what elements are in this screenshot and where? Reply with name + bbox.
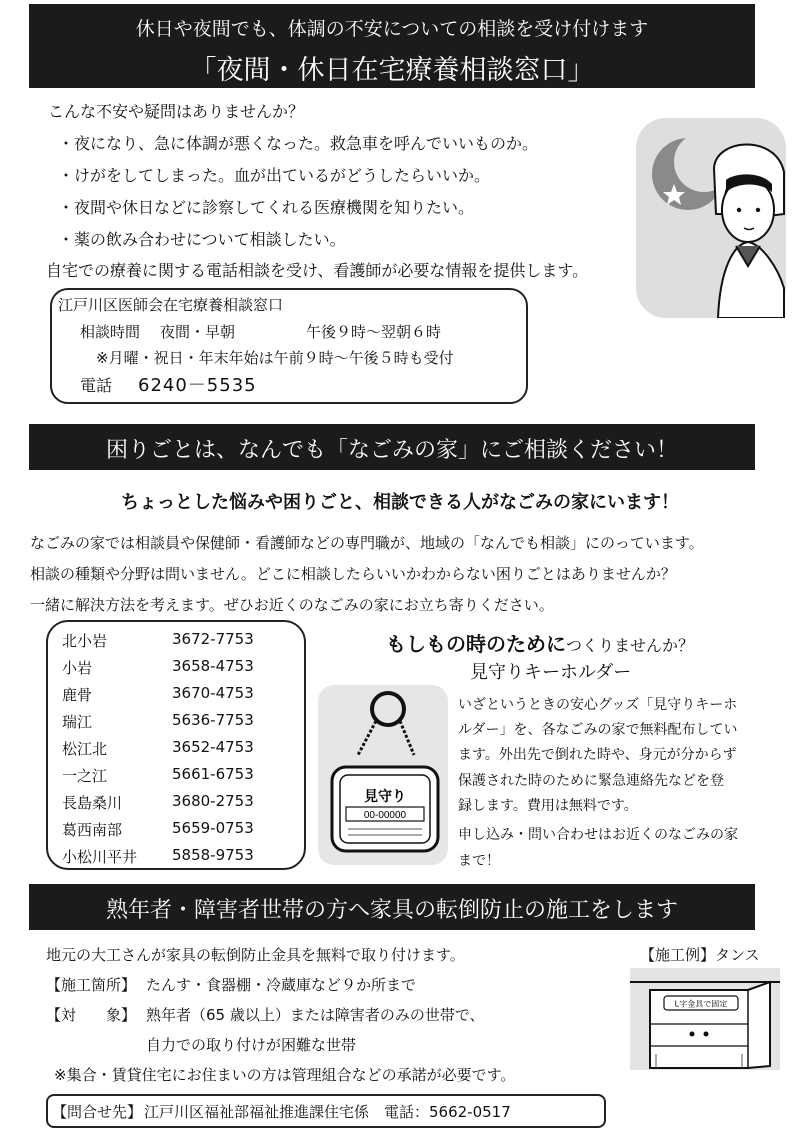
keyholder-tag-top: 見守り: [364, 788, 406, 804]
consultation-hours-type: 夜間・早朝: [160, 323, 236, 341]
section1-summary: 自宅での療養に関する電話相談を受け、看護師が必要な情報を提供します。: [46, 261, 589, 280]
keyholder-tag-number: 00-00000: [363, 810, 407, 821]
section1-banner: [29, 4, 755, 88]
office-tel: 5659-0753: [172, 819, 254, 837]
section2-paragraph-line: なごみの家では相談員や保健師・看護師などの専門職が、地域の「なんでも相談」にのっています。: [30, 534, 704, 552]
consultation-tel-number: 6240－5535: [138, 375, 257, 396]
keyholder-body-line: 申し込み・問い合わせはお近くのなごみの家: [458, 827, 738, 843]
keyholder-body-line: いざというときの安心グッズ「見守りキーホ: [458, 697, 738, 713]
office-name: 松江北: [62, 740, 108, 758]
section3-target-text: 熟年者（65 歳以上）または障害者のみの世帯で、: [146, 1006, 485, 1024]
keyholder-illustration: [318, 685, 448, 865]
office-name: 葛西南部: [62, 821, 123, 839]
section3-line1: 地元の大工さんが家具の転倒防止金具を無料で取り付けます。: [46, 946, 465, 964]
office-tel: 5858-9753: [172, 846, 254, 864]
section1-bullet: ・夜になり、急に体調が悪くなった。救急車を呼んでいいものか。: [58, 134, 539, 153]
section2-paragraph-line: 一緒に解決方法を考えます。ぜひお近くのなごみの家にお立ち寄りください。: [30, 596, 554, 614]
consultation-tel-label: 電話: [80, 376, 113, 395]
construction-example-label: 【施工例】タンス: [640, 946, 760, 964]
consultation-office-name: 江戸川区医師会在宅療養相談窓口: [58, 296, 284, 314]
section1-banner-subtitle: 休日や夜間でも、体調の不安についての相談を受け付けます: [135, 18, 649, 40]
section3-note: ※集合・賃貸住宅にお住まいの方は管理組合などの承諾が必要です。: [54, 1066, 516, 1084]
office-tel: 3680-2753: [172, 792, 254, 810]
contact-text: 江戸川区福祉部福祉推進課住宅係 電話：5662-0517: [144, 1103, 511, 1121]
section1-banner-title: 「夜間・休日在宅療養相談窓口」: [189, 55, 595, 86]
office-tel: 3652-4753: [172, 738, 254, 756]
section3-banner: [29, 884, 755, 930]
contact-box: [46, 1094, 606, 1128]
section3-target-text: 自力での取り付けが困難な世帯: [146, 1036, 357, 1054]
bracket-label: L字金具で固定: [674, 999, 728, 1009]
office-tel: 5661-6753: [172, 765, 254, 783]
consultation-hours-label: 相談時間: [80, 323, 141, 341]
keyholder-subheading: 見守りキーホルダー: [470, 662, 632, 683]
consultation-info-box: [50, 288, 528, 404]
office-name: 小松川平井: [62, 848, 138, 866]
section3-place-text: たんす・食器棚・冷蔵庫など９か所まで: [146, 976, 417, 994]
office-tel: 3670-4753: [172, 684, 254, 702]
office-tel: 3658-4753: [172, 657, 254, 675]
office-name: 長島桑川: [62, 794, 123, 812]
keyholder-body-line: 録します。費用は無料です。: [458, 798, 638, 814]
section2-banner: [29, 424, 755, 470]
chest-of-drawers-illustration: [630, 968, 780, 1070]
office-name: 鹿骨: [62, 686, 93, 704]
section1-bullet: ・薬の飲み合わせについて相談したい。: [58, 230, 346, 249]
office-tel: 3672-7753: [172, 630, 254, 648]
office-name: 一之江: [62, 767, 108, 785]
consultation-hours-time: 午後９時～翌朝６時: [306, 323, 442, 341]
section3-place-label: 【施工箇所】: [46, 976, 137, 994]
office-name: 小岩: [62, 659, 93, 677]
nurse-with-moon-illustration: [636, 118, 786, 318]
office-tel: 5636-7753: [172, 711, 254, 729]
keyholder-heading: [386, 628, 694, 657]
keyholder-body-line: 保護された時のために緊急連絡先などを登: [458, 773, 724, 789]
consultation-note: ※月曜・祝日・年末年始は午前９時～午後５時も受付: [96, 349, 454, 367]
section2-banner-title: 困りごとは、なんでも「なごみの家」にご相談ください！: [105, 438, 678, 463]
keyholder-body-line: まで！: [458, 853, 500, 869]
section2-headline: ちょっとした悩みや困りごと、相談できる人がなごみの家にいます！: [121, 492, 679, 513]
keyholder-body-line: ます。外出先で倒れた時や、身元が分からず: [458, 747, 737, 763]
nagomi-office-list: [46, 620, 306, 870]
section1-bullet: ・夜間や休日などに診察してくれる医療機関を知りたい。: [58, 198, 475, 217]
office-name: 北小岩: [62, 632, 108, 650]
section3-banner-title: 熟年者・障害者世帯の方へ家具の転倒防止の施工をします: [105, 898, 678, 923]
keyholder-body-line: ルダー」を、各なごみの家で無料配布してい: [458, 722, 738, 738]
contact-label: 【問合せ先】: [52, 1103, 143, 1121]
section2-paragraph-line: 相談の種類や分野は問いません。どこに相談したらいいかわからない困りごとはありませんか？: [30, 565, 676, 583]
section1-intro: こんな不安や疑問はありませんか？: [48, 102, 305, 121]
keyholder-heading-bold: もしもの時のために: [386, 632, 566, 656]
section3-target-label: 【対 象】: [46, 1006, 137, 1024]
office-name: 瑞江: [62, 713, 93, 731]
keyholder-heading-rest: つくりませんか？: [566, 636, 695, 655]
section1-bullet: ・けがをしてしまった。血が出ているがどうしたらいいか。: [58, 166, 491, 185]
